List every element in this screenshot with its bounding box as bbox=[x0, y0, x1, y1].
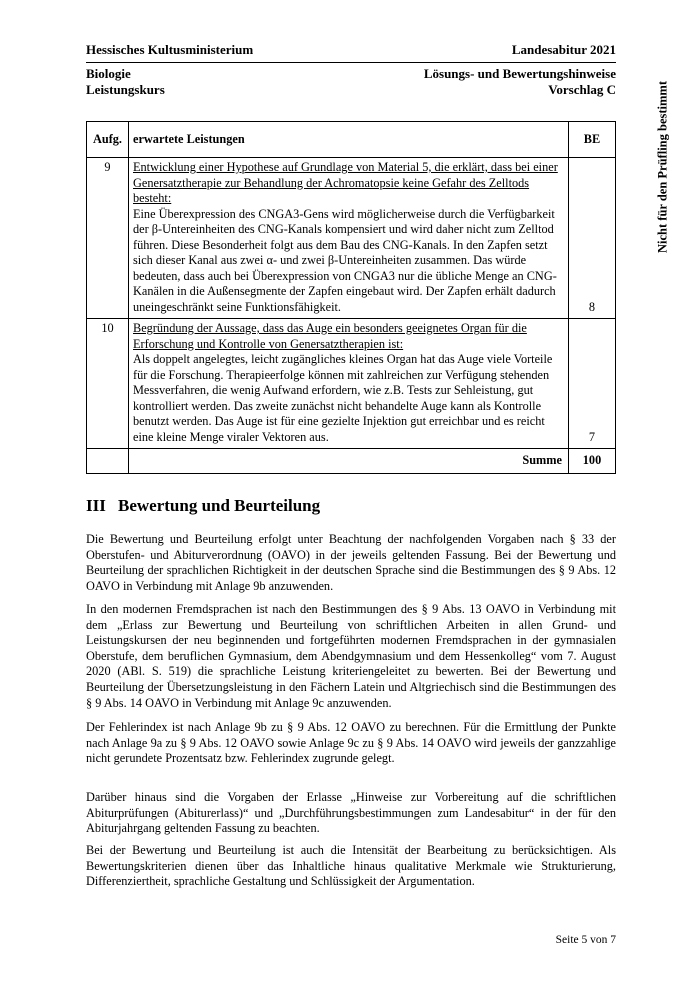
task-expectation bbox=[129, 158, 569, 319]
sum-value: 100 bbox=[569, 449, 616, 474]
sum-label: Summe bbox=[129, 449, 569, 474]
section-heading bbox=[86, 496, 320, 516]
header-subject: Biologie bbox=[86, 66, 131, 81]
col-expected-header: erwartete Leistungen bbox=[129, 122, 569, 158]
header-divider bbox=[86, 62, 616, 63]
paragraph: Darüber hinaus sind die Vorgaben der Erlasse „Hinweise zur Vorbereitung auf die schriftlichen Abiturprüfungen (Abiturerlass)“ und „Durchführungsbestimmungen zum Landesabitur“ in der für den Abiturjahrgang geltenden Fassung zu beachten. bbox=[86, 790, 616, 836]
evaluation-table bbox=[86, 121, 616, 474]
header-variant: Vorschlag C bbox=[548, 82, 616, 97]
table-row bbox=[87, 319, 616, 449]
side-note: Nicht für den Prüfling bestimmt bbox=[655, 81, 670, 253]
paragraph: Die Bewertung und Beurteilung erfolgt unter Beachtung der nachfolgenden Vorgaben nach § 33 der Oberstufen- und Abiturverordnung (OAVO) in der jeweils geltenden Fassung. Bei der Bewertung und Beurteilung der sprachlichen Richtigkeit in der deutschen Sprache sind die Bestimmungen des § 9 Abs. 12 OAVO in Verbindung mit Anlage 9b anzuwenden. bbox=[86, 532, 616, 593]
paragraph: Der Fehlerindex ist nach Anlage 9b zu § 9 Abs. 12 OAVO zu berechnen. Für die Ermittlung der Punkte nach Anlage 9a zu § 9 Abs. 12 OAVO sowie Anlage 9c zu § 9 Abs. 14 OAVO wird jeweils der ganzzahlige nicht gerundete Prozentsatz bzw. Fehlerindex zugrunde gelegt. bbox=[86, 720, 616, 766]
section-number: III bbox=[86, 496, 106, 515]
paragraph: In den modernen Fremdsprachen ist nach den Bestimmungen des § 9 Abs. 13 OAVO in Verbindung mit dem „Erlass zur Bewertung und Beurteilung von schriftlichen Arbeiten in allen Grund- und Leistungskursen der neu beginnenden und fortgeführten modernen Fremdsprachen in der gymnasialen Oberstufe, dem beruflichen Gymnasium, dem Abendgymnasium und dem Hessenkolleg“ vom 7. August 2020 (ABl. S. 519) die sprachliche Leistung kriteriengeleitet zu bewerten. Bei der Bewertung und Beurteilung der Übersetzungsleistung in den Fächern Latein und Altgriechisch sind die Bestimmungen des § 9 Abs. 14 OAVO in Verbindung mit Anlage 9c anzuwenden. bbox=[86, 602, 616, 710]
task-title: Entwicklung einer Hypothese auf Grundlage von Material 5, die erklärt, dass bei einer Genersatztherapie zur Behandlung der Achromatopsie keine Gefahr des Zelltods besteht: bbox=[133, 160, 558, 205]
header-course: Leistungskurs bbox=[86, 82, 165, 97]
col-points-header: BE bbox=[569, 122, 616, 158]
task-title: Begründung der Aussage, dass das Auge ein besonders geeignetes Organ für die Erforschung und Kontrolle von Genersatztherapien ist: bbox=[133, 321, 527, 351]
header-row-3 bbox=[86, 82, 616, 98]
sum-row bbox=[87, 449, 616, 474]
task-number: 10 bbox=[87, 319, 129, 449]
task-body: Als doppelt angelegtes, leicht zugängliches kleines Organ hat das Auge viele Vorteile für die Forschung. Therapieerfolge können mit zahlreichen zur Verfügung stehenden Messverfahren, die wenig Aufwand erfordern, wie z.B. Tests zur Sehleistung, gut kontrolliert werden. Das zweite zunächst nicht behandelte Auge kann als Kontrolle benutzt werden. Das Auge ist für eine gezielte Injektion gut erreichbar und es reicht eine kleine Menge viraler Vektoren aus. bbox=[133, 352, 553, 444]
table-header-row bbox=[87, 122, 616, 158]
header-doc-type: Lösungs- und Bewertungshinweise bbox=[423, 66, 616, 81]
task-body: Eine Überexpression des CNGA3-Gens wird möglicherweise durch die Verfügbarkeit der β-Untereinheiten des CNG-Kanals kompensiert und wird daher nicht zum Zelltod führen. Diese Besonderheit folgt aus dem Bau des CNG-Kanals. In den Zapfen setzt sich dieser Kanal aus zwei α- und zwei β-Untereinheiten zusammen. Das würde bedeuten, dass auch bei Überexpression von CNGA3 nur die übliche Menge an CNG-Kanälen in die Außensegmente der Zapfen eingebaut wird. Der Zapfen erhält dadurch uneingeschränkt seine Funktionsfähigkeit. bbox=[133, 206, 557, 314]
task-expectation bbox=[129, 319, 569, 449]
section-title: Bewertung und Beurteilung bbox=[118, 496, 321, 515]
header-top-row bbox=[86, 42, 616, 58]
task-number: 9 bbox=[87, 158, 129, 319]
task-points: 7 bbox=[569, 319, 616, 449]
header-row-2 bbox=[86, 66, 616, 82]
sum-empty-cell bbox=[87, 449, 129, 474]
task-points: 8 bbox=[569, 158, 616, 319]
page-number: Seite 5 von 7 bbox=[555, 934, 616, 946]
header-ministry: Hessisches Kultusministerium bbox=[86, 42, 254, 57]
table-row bbox=[87, 158, 616, 319]
col-task-header: Aufg. bbox=[87, 122, 129, 158]
header-exam: Landesabitur 2021 bbox=[511, 42, 616, 57]
paragraph: Bei der Bewertung und Beurteilung ist auch die Intensität der Bearbeitung zu berücksichtigen. Als Bewertungskriterien dienen über das Inhaltliche hinaus qualitative Merkmale wie Strukturierung, Differenziertheit, sprachliche Gestaltung und Schlüssigkeit der Argumentation. bbox=[86, 843, 616, 889]
